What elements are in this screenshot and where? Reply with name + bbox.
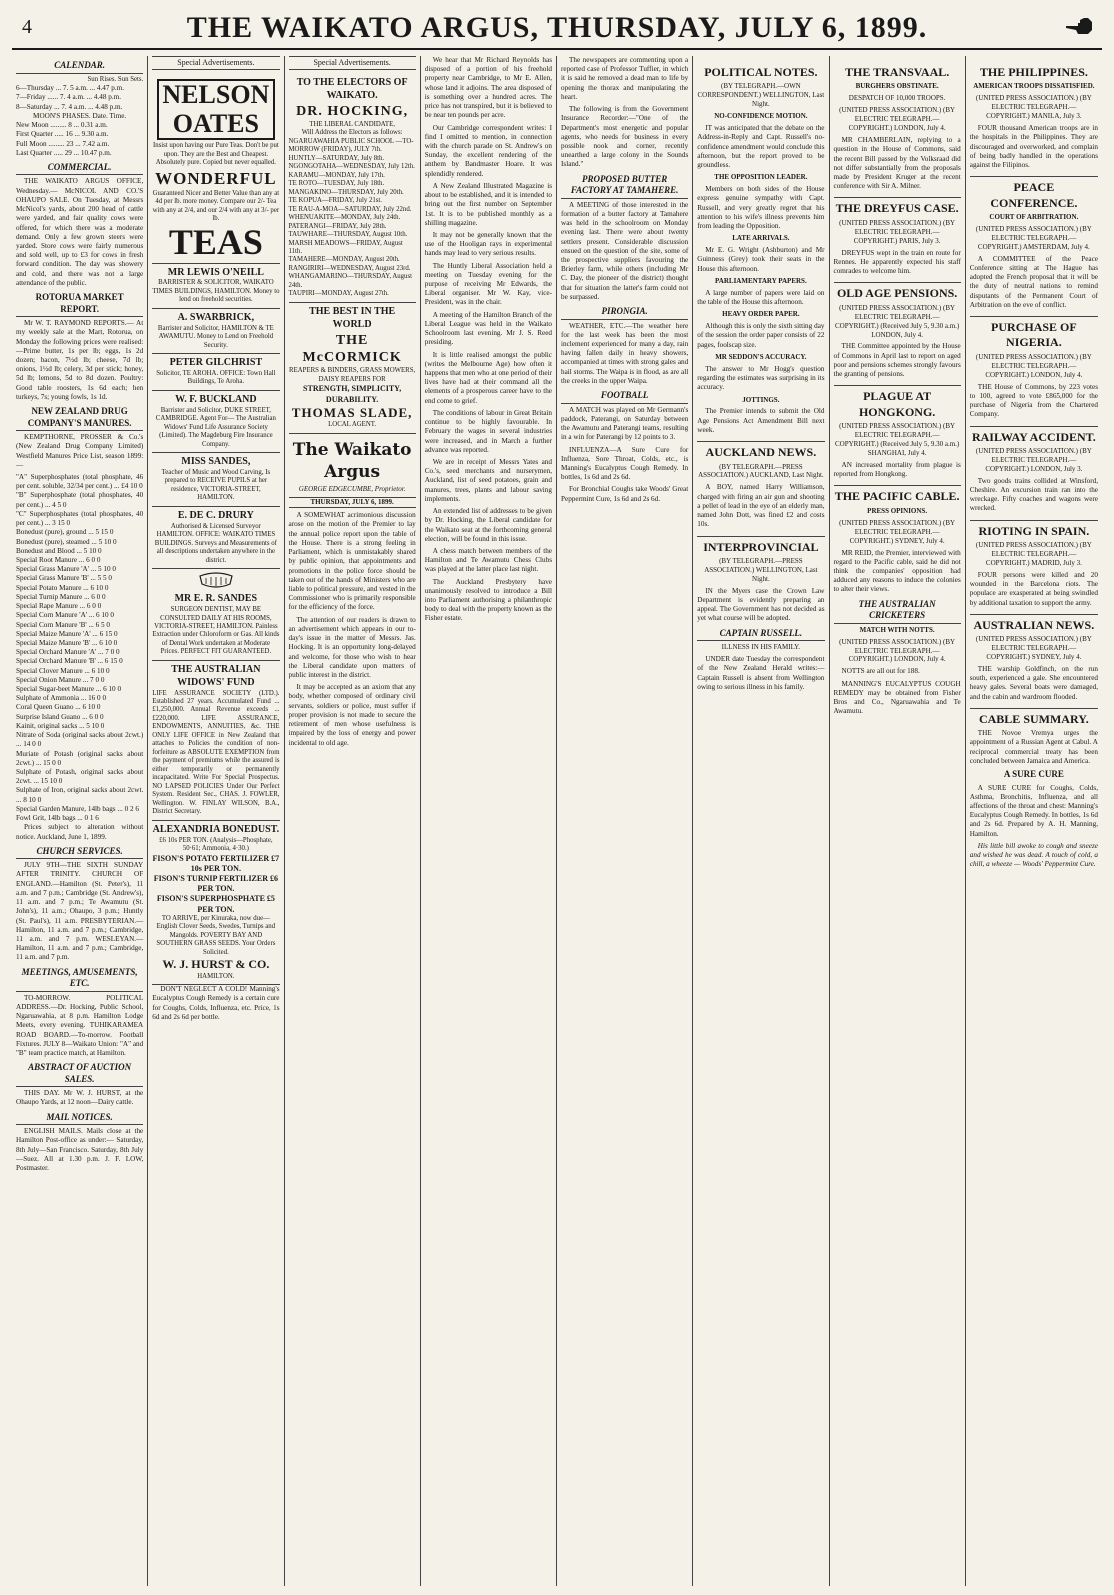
meeting-item: MARSH MEADOWS—FRIDAY, August 11th. xyxy=(288,239,403,255)
opposition-text: Members on both sides of the House express genuine sympathy with Capt. Russell, and very greatly regret that his attention to his wife's illness prevents him from leading the Opposition. xyxy=(697,185,825,231)
meeting-item: NGONGOTAHA—WEDNESDAY, July 12th. xyxy=(288,163,415,171)
fertilizer-item: FISON'S POTATO FERTILIZER £7 10s PER TON. xyxy=(152,853,280,873)
agent-name: THOMAS SLADE, xyxy=(291,404,413,420)
mccormick-ad xyxy=(289,303,416,434)
page-number: 4 xyxy=(22,16,32,38)
fertilizer-item: FISON'S TURNIP FERTILIZER £6 PER TON. xyxy=(153,874,279,894)
peace-byline: (UNITED PRESS ASSOCIATION.) (BY ELECTRIC TELEGRAPH.—COPYRIGHT.) AMSTERDAM, July 4. xyxy=(975,224,1092,251)
hocking-ad xyxy=(289,74,416,303)
news-paragraph: The conditions of labour in Great Britain continue to be highly favourable. In February the wages in several industries were increased, and in March a further advance was reported. xyxy=(424,408,552,454)
transvaal-sub2: DESPATCH OF 10,000 TROOPS. xyxy=(848,94,946,103)
calendar-row: 7—Friday ...... 7. 4 a.m. ... 4.48 p.m. xyxy=(16,93,122,102)
manure-item: Special Maize Manure 'B' ... 6 10 0 xyxy=(16,638,118,647)
seddon-heading: MR SEDDON'S ACCURACY. xyxy=(715,352,807,361)
auckland-text: A BOY, named Harry Williamson, charged with firing an air gun and shooting a pellet of lead in the eye of an elderly man, named John Dott, was fined £2 and costs 10s. xyxy=(697,483,825,529)
seddon-text: The answer to Mr Hogg's question regarding the estimates was surprising in its accuracy. xyxy=(697,364,825,392)
masthead xyxy=(12,8,1102,50)
arrivals-text: Mr E. G. Wright (Ashburton) and Mr Guinness (Grey) took their seats in the House this afternoon. xyxy=(697,246,825,273)
bonedust-text: £6 10s PER TON. (Analysis—Phosphate, 50·61; Ammonia, 4·30.) xyxy=(159,836,273,853)
manure-item: Sulphate of Ammonia ... 16 0 0 xyxy=(16,694,107,703)
bonedust-name: ALEXANDRIA BONEDUST. xyxy=(152,823,280,835)
manure-item: Surprise Island Guano ... 6 0 0 xyxy=(16,712,104,721)
oneill-name: MR LEWIS O'NEILL xyxy=(167,266,264,278)
manure-item: Special Sugar-beet Manure ... 6 10 0 xyxy=(16,685,122,694)
column-1 xyxy=(12,56,148,1586)
manure-item: Special Rape Manure ... 6 0 0 xyxy=(16,602,102,611)
manure-item: Special Corn Manure 'A' ... 6 10 0 xyxy=(16,611,115,620)
cable-byline: (UNITED PRESS ASSOCIATION.) (BY ELECTRIC TELEGRAPH.—COPYRIGHT.) SYDNEY, July 4. xyxy=(839,518,956,545)
commercial-heading: COMMERCIAL. xyxy=(16,162,143,176)
column-3 xyxy=(285,56,421,1586)
columns xyxy=(12,56,1102,1586)
cough-remedy-text: MANNING'S EUCALYPTUS COUGH REMEDY may be obtained from Fisher Bros and Co., Ngaruawahia and Te Awamutu. xyxy=(833,679,961,716)
russell-text: UNDER date Tuesday the correspondent of the New Zealand Herald writes:—Captain Russell is absent from Wellington owing to serious illness in his family. xyxy=(697,655,825,691)
swarbrick-ad xyxy=(152,309,279,354)
candidate-name: DR. HOCKING, xyxy=(296,103,409,119)
best-world: THE BEST IN THE WORLD xyxy=(309,305,396,330)
editorial-paragraph: The attention of our readers is drawn to an advertisement which appears in our to-day's issue in the matter of Messrs. Jas. Hocking. It is an opportunity long-delayed and welcome, for those who wish to hear the Liberal candidate upon matters of public interest in the district. xyxy=(288,615,416,679)
manure-item: Sulphate of Iron, original sacks about 2cwt. ... 8 10 0 xyxy=(16,786,144,804)
mail-text: ENGLISH MAILS. Mails close at the Hamilton Post-office as under:— Saturday, 8th July—San Francisco. Saturday, 8th July—Suez. All at 1.30 p.m. J. F. LOW, Postmaster. xyxy=(16,1127,144,1173)
widows-name: THE AUSTRALIAN WIDOWS' FUND xyxy=(171,663,261,688)
column-4 xyxy=(421,56,557,1586)
moon-header: MOON'S PHASES. Date. Time. xyxy=(33,111,127,120)
mccormick-name: THE McCORMICK xyxy=(302,332,402,366)
manure-item: Kainit, original sacks ... 5 10 0 xyxy=(16,721,105,730)
rotorua-heading: ROTORUA MARKET REPORT. xyxy=(16,292,143,317)
paper-logo: The Waikato Argus xyxy=(292,439,412,482)
agent-sub: LOCAL AGENT. xyxy=(328,421,377,429)
manure-item: Special Garden Manure, 14lb bags ... 0 2 6 xyxy=(16,804,139,813)
manure-item: "C" Superphosphates (total phosphates, 40 per cent.) ... 3 15 0 xyxy=(16,509,144,528)
sure-cure-heading: A SURE CURE xyxy=(1003,769,1064,780)
candidate-sub: THE LIBERAL CANDIDATE, xyxy=(309,120,395,128)
column-5 xyxy=(557,56,693,1586)
transvaal-heading: THE TRANSVAAL. xyxy=(844,65,950,79)
australian-text: THE warship Goldfinch, on the run south, experienced a gale. She encountered heavy gales. Several boats were damaged, and the cabin and wardroom flooded. xyxy=(969,664,1098,701)
transvaal-byline: (UNITED PRESS ASSOCIATION.) (BY ELECTRIC TELEGRAPH.—COPYRIGHT.) LONDON, July 4. xyxy=(839,106,956,133)
cricketers-heading: THE AUSTRALIAN CRICKETERS xyxy=(834,599,961,624)
cricketers-byline: (UNITED PRESS ASSOCIATION.) (BY ELECTRIC TELEGRAPH.—COPYRIGHT.) LONDON, July 4. xyxy=(839,637,956,664)
order-heading: HEAVY ORDER PAPER. xyxy=(722,310,800,319)
meeting-item: HUNTLY—SATURDAY, July 8th. xyxy=(288,154,385,162)
mail-heading: MAIL NOTICES. xyxy=(16,1112,143,1126)
dateline: THURSDAY, JULY 6, 1899. xyxy=(289,497,416,508)
sandes-dentist-name: MR E. R. SANDES xyxy=(174,593,258,605)
buckland-name: W. F. BUCKLAND xyxy=(175,393,257,405)
news-paragraph: We are in receipt of Messrs Yates and Co.'s, seed merchants and nurserymen, Auckland, list of seed potatoes, grain and manures, trees, plants and labour saving implements. xyxy=(424,457,552,503)
poem-text: His little bill awoke to cough and sneeze and wished he was dead. A touch of cold, a chill, a wheeze — Woods' Peppermint Cure. xyxy=(969,841,1098,869)
football-text: A MATCH was played on Mr Germann's paddock, Paterangi, on Saturday between the Awamutu and Paterangi teams, resulting in a win for Paterangi by 12 points to 3. xyxy=(561,405,689,442)
drug-company-footer: Prices subject to alteration without notice. Auckland, June 1, 1899. xyxy=(16,823,144,841)
meetings-heading: MEETINGS, AMUSEMENTS, ETC. xyxy=(16,967,143,992)
church-heading: CHURCH SERVICES. xyxy=(16,846,143,860)
drury-text: Authorised & Licensed Surveyor HAMILTON. OFFICE: WAIKATO TIMES BUILDINGS. Surveys and Measurements of all descriptions undertaken anywhere in the district. xyxy=(154,522,277,564)
moon-row: New Moon ......... 8 ... 0.31 a.m. xyxy=(16,121,108,130)
sandes-music-ad xyxy=(152,453,279,507)
meeting-item: WHENUAKITE—MONDAY, July 24th. xyxy=(288,214,401,222)
drury-ad xyxy=(152,507,279,569)
cable-text: MR REID, the Premier, interviewed with regard to the Pacific cable, said he did not think the companies' opposition had adduced any reasons to induce the colonies to alter their views. xyxy=(833,548,961,594)
abstract-text: THIS DAY. Mr W. J. HURST, at the Ohaupo Yards, at 12 noon—Dairy cattle. xyxy=(16,1089,144,1107)
manure-item: Special Clover Manure ... 6 10 0 xyxy=(16,666,110,675)
plague-byline: (UNITED PRESS ASSOCIATION.) (BY ELECTRIC TELEGRAPH.—COPYRIGHT.) (Received July 5, 9.30 a.m.) SHANGHAI, July 4. xyxy=(834,422,960,457)
manure-item: Special Orchard Manure 'B' ... 6 15 0 xyxy=(16,657,123,666)
philippines-heading: THE PHILIPPINES. xyxy=(979,65,1088,79)
oldage-heading: OLD AGE PENSIONS. xyxy=(834,282,961,301)
manure-item: Special Potato Manure ... 6 10 0 xyxy=(16,583,109,592)
manure-item: Bonedust (pure), ground ... 5 15 0 xyxy=(16,528,114,537)
news-paragraph: A chess match between members of the Hamilton and Te Awamutu Chess Clubs was played at the latter place last night. xyxy=(424,546,552,574)
swarbrick-text: Barrister and Solicitor, HAMILTON & TE AWAMUTU. Money to Lend on Freehold Security. xyxy=(157,324,274,349)
dreyfus-heading: THE DREYFUS CASE. xyxy=(834,197,961,216)
teas-label: TEAS xyxy=(168,221,263,262)
interprovincial-byline: (BY TELEGRAPH.—PRESS ASSOCIATION.) WELLINGTON, Last Night. xyxy=(704,556,818,583)
manure-item: Coral Queen Guano ... 6 10 0 xyxy=(16,703,101,712)
spain-heading: RIOTING IN SPAIN. xyxy=(970,520,1098,539)
gilchrist-name: PETER GILCHRIST xyxy=(169,357,263,369)
peace-sub: COURT OF ARBITRATION. xyxy=(989,212,1079,221)
nigeria-heading: PURCHASE OF NIGERIA. xyxy=(970,316,1098,351)
manure-item: Sulphate of Potash, original sacks about 2cwt. ... 15 10 0 xyxy=(16,768,144,786)
news-paragraph: We hear that Mr Richard Reynolds has disposed of a portion of his freehold property near Cambridge, to Mr E. Allen, whose land it adjoins. The area disposed of is something over a hundred acres. The price has not transpired, but it is believed to be near ten pounds per acre. xyxy=(424,56,552,120)
manure-item: "B" Superphosphate (total phosphates, 40 per cent.) ... 4 5 0 xyxy=(16,491,144,509)
hurst-name: W. J. HURST & CO. xyxy=(162,957,270,972)
railway-heading: RAILWAY ACCIDENT. xyxy=(970,426,1098,445)
news-paragraph: An extended list of addresses to be given by Dr. Hocking, the Liberal candidate for the Waikato seat at the forthcoming general election, will be found in this issue. xyxy=(424,507,552,543)
philippines-sub: AMERICAN TROOPS DISSATISFIED. xyxy=(973,82,1095,91)
column-8 xyxy=(966,56,1102,1586)
manure-item: Special Grass Manure 'A' ... 5 10 0 xyxy=(16,565,117,574)
mccormick-tags: STRENGTH, SIMPLICITY, DURABILITY. xyxy=(303,384,402,404)
manure-item: "A" Superphosphates (total phosphate, 46 per cent. soluble, 32/34 per cent.) ... £4 10 0 xyxy=(16,473,144,491)
calendar-header: Sun Rises. Sun Sets. xyxy=(87,75,144,83)
meeting-list xyxy=(289,138,416,299)
meeting-item: TE ROTO—TUESDAY, July 18th. xyxy=(288,180,385,188)
denture-icon xyxy=(196,572,236,590)
oldage-text: THE Committee appointed by the House of Commons in April last to report on aged poor and pensions schemes strongly favours the granting of pensions. xyxy=(833,342,961,379)
oldage-byline: (UNITED PRESS ASSOCIATION.) (BY ELECTRIC TELEGRAPH.—COPYRIGHT.) (Received July 5, 9.30 a.m.) LONDON, July 4. xyxy=(834,303,960,339)
opposition-heading: THE OPPOSITION LEADER. xyxy=(714,173,808,182)
auckland-byline: (BY TELEGRAPH.—PRESS ASSOCIATION.) AUCKLAND, Last Night. xyxy=(698,462,824,480)
cable-sub: PRESS OPINIONS. xyxy=(867,506,928,515)
nelson-text: Insist upon having our Pure Teas. Don't be put upon. They are the Best and Cheapest. Absolutely pure. Copied but never equalled. xyxy=(152,142,279,167)
news-paragraph: Our Cambridge correspondent writes: I find I omitted to mention, in connection with the church parade on St. Andrew's on Sunday, the excellent rendering of the anthem by Bandmaster Hoare. It was splendidly rendered. xyxy=(424,123,552,178)
newspaper-title: THE WAIKATO ARGUS, THURSDAY, JULY 6, 1899. xyxy=(186,11,928,44)
manure-item: Special Turnip Manure ... 6 0 0 xyxy=(16,592,106,601)
news-paragraph: It is little realised amongst the public (writes the Melbourne Age) how often it happens that men who at one period of their lives have had at their command all the elements of a prosperous career have to the end come to grief. xyxy=(424,350,552,405)
nelson-teas-ad xyxy=(152,74,279,263)
pirongia-heading: PIRONGIA. xyxy=(561,306,688,320)
plague-heading: PLAGUE AT HONGKONG. xyxy=(834,385,961,420)
sandes-miss-name: MISS SANDES, xyxy=(181,456,251,468)
gilchrist-text: Solicitor, TE AROHA. OFFICE: Town Hall Buildings, Te Aroha. xyxy=(156,369,276,386)
dreyfus-byline: (UNITED PRESS ASSOCIATION.) (BY ELECTRIC TELEGRAPH.—COPYRIGHT.) PARIS, July 3. xyxy=(839,218,956,245)
oneill-text: BARRISTER & SOLICITOR, WAIKATO TIMES BUILDINGS, HAMILTON. Money to lend on freehold securities. xyxy=(152,279,280,304)
dentist-ad xyxy=(152,569,279,661)
widows-fund-ad xyxy=(152,661,279,821)
bonedust-ad xyxy=(152,821,279,985)
political-byline: (BY TELEGRAPH.—OWN CORRESPONDENT.) WELLINGTON, Last Night. xyxy=(697,82,825,109)
news-paragraph: The following is from the Government Insurance Recorder:—"One of the Department's most energetic and popular agents, who needs for business in every possible nook and corner, recently unearthed a large colony in the Sounds Island." xyxy=(561,105,689,169)
news-paragraph: It may not be generally known that the use of the Hooligan rays in experimental hands may lead to very serious results. xyxy=(424,230,552,258)
meeting-item: NGARUAWAHIA PUBLIC SCHOOL —TO-MORROW (FRIDAY), JULY 7th. xyxy=(288,137,414,154)
buckland-text: Barrister and Solicitor, DUKE STREET, CAMBRIDGE. Agent For— The Australian Widows' Fund Life Assurance Society (Limited). The Magdeburg Fire Insurance Company. xyxy=(155,406,276,448)
electors-heading: TO THE ELECTORS OF WAIKATO. xyxy=(296,77,408,102)
meetings-text: TO-MORROW. POLITICAL ADDRESS.—Dr. Hocking, Public School, Ngaruawahia, at 8 p.m. Hamilton Lodge Meets, every evening. TUHIKARAMEA ROAD BOARD.—To-morrow. Football Fixtures. JULY 8—Waikato Union: "A" and "B" team practice match, at Hamilton. xyxy=(16,993,144,1058)
news-paragraph: A New Zealand Illustrated Magazine is about to be established, and it is intended to bring out the first number on September 1st. It is to be published monthly as a shilling magazine. xyxy=(424,181,552,227)
meeting-item: MANGAKINO—THURSDAY, July 20th. xyxy=(288,188,404,196)
moon-row: Full Moon ......... 23 ... 7.42 a.m. xyxy=(16,139,110,148)
rotorua-text: Mr W. T. RAYMOND REPORTS.— At my weekly sale at the Mart, Rotorua, on Monday the following prices were realised:—Prime butter, 1s per lb; eggs, 1s 2d dozen; bacon, 7½d lb; cheese, 7d lb; onions, 1½d lb; celery, 3d per stick; honey, 5d lb; lemons, 5d to 8d dozen. Poultry: Good table roosters, 1s 6d each; hen turkeys, 7s; young fowls, 1s 1d. xyxy=(16,319,144,401)
manure-item: Nitrate of Soda (original sacks about 2cwt.) ... 14 0 0 xyxy=(16,731,144,749)
nigeria-byline: (UNITED PRESS ASSOCIATION.) (BY ELECTRIC TELEGRAPH.—COPYRIGHT.) LONDON, July 4. xyxy=(975,352,1092,379)
railway-text: Two goods trains collided at Winsford, Cheshire. An excursion train ran into the wreckage. Fifty coaches and wagons were wrecked. xyxy=(969,476,1098,513)
cricketers-text: NOTTS are all out for 188. xyxy=(841,667,920,676)
manure-item: Fowl Grit, 14lb bags ... 0 1 6 xyxy=(16,814,99,823)
news-paragraph: The Auckland Presbytery have unanimously resolved to introduce a Bill into Parliament authorising a philanthropic body to deal with the property known as the Fisher estate. xyxy=(424,577,552,623)
bronchial-text: For Bronchial Coughs take Woods' Great Peppermint Cure, 1s 6d and 2s 6d. xyxy=(561,485,689,503)
buckland-ad xyxy=(152,391,279,453)
manure-item: Special Onion Manure ... 7 0 0 xyxy=(16,675,105,684)
editorial-paragraph: A SOMEWHAT acrimonious discussion arose on the motion of the Premier to lay the annual police report upon the table of the House. There is a strong feeling in Parliament, which is unmistakably shared by public opinion, that appointments and promotions in the police force should be taken out of the hands of Ministers who are liable to political pressure, and vested in the Commissioner who is primarily responsible for the efficiency of the force. xyxy=(288,511,416,612)
section-label: Special Advertisements. xyxy=(289,56,416,70)
wonderful-text: Guaranteed Nicer and Better Value than any at 4d per lb. more money. Compare our 2/- Tea with any at 2/4, and our 2/4 with any at 3/- per lb. xyxy=(152,189,280,223)
peace-text: A COMMITTEE of the Peace Conference sitting at The Hague has adopted the French proposal that it will be the duty of neutral nations to remind disputants of the Permanent Court of Arbitration on the eve of conflict. xyxy=(969,254,1098,309)
moon-row: Last Quarter ..... 29 ... 10.47 p.m. xyxy=(16,148,112,157)
oneill-ad xyxy=(152,264,279,309)
pirongia-text: WEATHER, ETC.—The weather here for the last week has been the most inclement experienced for many a day, rain having fallen daily in heavy showers, accompanied at times with strong gales and hail storms. The Waipa is in flood, as are all the creeks in the upper Waipa. xyxy=(561,321,689,385)
mccormick-sub: REAPERS & BINDERS, GRASS MOWERS, DAISY REAPERS FOR xyxy=(289,367,416,383)
manure-price-list xyxy=(16,473,143,823)
meeting-item: TAUPIRI—MONDAY, August 27th. xyxy=(288,290,389,298)
jottings-text: The Premier intends to submit the Old Age Pensions Act Amendment Bill next week. xyxy=(697,407,825,434)
butter-factory-text: A MEETING of those interested in the formation of a butter factory at Tamahere was held in the schoolroom on Monday evening last. There were about twenty settlers present. Considerable discussion ensued on the question of the site, some of the prospective suppliers favouring the Brierley farm, while others (including Mr C. Day, the pioneer of the district) thought that for situation the latter's farm could not be surpassed. xyxy=(561,200,689,301)
butter-factory-heading: PROPOSED BUTTER FACTORY AT TAMAHERE. xyxy=(561,174,688,199)
peace-heading: PEACE CONFERENCE. xyxy=(970,176,1098,211)
pointing-hand-icon xyxy=(1064,14,1094,38)
column-2 xyxy=(148,56,284,1586)
calendar-row: 6—Thursday ... 7. 5 a.m. ... 4.47 p.m. xyxy=(16,84,125,93)
section-label: Special Advertisements. xyxy=(152,56,279,70)
auckland-heading: AUCKLAND NEWS. xyxy=(697,441,824,460)
manure-item: Special Grass Manure 'B' ... 5 5 0 xyxy=(16,574,113,583)
football-heading: FOOTBALL xyxy=(561,390,688,404)
arrivals-heading: LATE ARRIVALS. xyxy=(732,234,790,243)
manure-item: Bonedust and Blood ... 5 10 0 xyxy=(16,546,102,555)
news-paragraph: The newspapers are commenting upon a reported case of Professor Tuffier, in which it is said he removed a dead man to life by opening the thorax and manipulating the heart. xyxy=(561,56,689,101)
manure-item: Muriate of Potash (original sacks about 2cwt.) ... 15 0 0 xyxy=(16,749,144,767)
manure-item: Bonedust (pure), steamed ... 5 10 0 xyxy=(16,537,117,546)
meeting-item: TAUWHARE—THURSDAY, August 10th. xyxy=(288,231,408,239)
neglect-cold-text: DON'T NEGLECT A COLD! Manning's Eucalyptus Cough Remedy is a certain cure for Coughs, Colds, Influenza, etc. Price, 1s 6d and 2s 6d per bottle. xyxy=(152,985,280,1021)
candidate-text: Will Address the Electors as follows: xyxy=(301,129,403,137)
moon-row: First Quarter ..... 16 ... 9.30 a.m. xyxy=(16,130,109,139)
russell-heading: CAPTAIN RUSSELL. xyxy=(697,628,824,642)
column-6 xyxy=(693,56,829,1586)
meeting-item: WHANGAMARINO—THURSDAY, August 24th. xyxy=(288,273,412,289)
manure-item: Special Maize Manure 'A' ... 6 15 0 xyxy=(16,629,118,638)
meeting-item: RANGIRIRI—WEDNESDAY, August 23rd. xyxy=(288,264,411,272)
cricketers-sub: MATCH WITH NOTTS. xyxy=(859,625,935,634)
calendar-row: 8—Saturday ... 7. 4 a.m. ... 4.48 p.m. xyxy=(16,102,123,111)
news-paragraph: The Huntly Liberal Association held a meeting on Tuesday evening for the purpose of receiving Mr Edwards, the Liberal organiser. Mr W. Kay, vice-President, was in the chair. xyxy=(424,261,552,307)
philippines-byline: (UNITED PRESS ASSOCIATION.) (BY ELECTRIC TELEGRAPH.—COPYRIGHT.) MANILA, July 3. xyxy=(975,94,1092,121)
summary-text: THE Novoe Vremya urges the appointment of a Russian Agent at Cabul. A reciprocal commercial treaty has been concluded between Jamaica and America. xyxy=(969,729,1098,765)
meeting-item: TAMAHERE—MONDAY, August 20th. xyxy=(288,256,400,264)
railway-byline: (UNITED PRESS ASSOCIATION.) (BY ELECTRIC TELEGRAPH.—COPYRIGHT.) LONDON, July 3. xyxy=(975,446,1092,473)
australian-byline: (UNITED PRESS ASSOCIATION.) (BY ELECTRIC TELEGRAPH.—COPYRIGHT.) SYDNEY, July 4. xyxy=(975,635,1092,662)
calendar-heading: CALENDAR. xyxy=(16,60,143,74)
fertilizer-text: TO ARRIVE, per Kinuraka, now due—English Clover Seeds, Swedes, Turnips and Mangolds. POVERTY BAY AND SOUTHERN GRASS SEEDS. Your Orders Solicited. xyxy=(156,914,276,956)
philippines-text: FOUR thousand American troops are in the hospitals in the Philippines. They are discouraged and overworked, and complain of being badly handled in the operations against the Filipinos. xyxy=(969,124,1098,170)
commercial-text: THE WAIKATO ARGUS OFFICE, Wednesday.— McNICOL AND CO.'S OHAUPO SALE. On Tuesday, at Messrs McNicol's yards, about 200 head of cattle were yarded, and fair quality cows were offered, for which there was a moderate demand. Only a few grown steers were yarded. Store cows were fairly numerous and sold well, up to £3 for cows in fresh forward condition. The day was showery and cold, and there was not a large attendance of the public. xyxy=(16,177,144,287)
cable-heading: THE PACIFIC CABLE. xyxy=(834,485,961,504)
manure-item: Special Orchard Manure 'A' ... 7 0 0 xyxy=(16,648,120,657)
nigeria-text: THE House of Commons, by 223 votes to 100, agreed to vote £865,000 for the purchase of Nigeria from the Chartered Company. xyxy=(969,382,1098,419)
influenza-text: INFLUENZA—A Sure Cure for Influenza, Sore Throat, Colds, etc., is Manning's Eucalyptus Cough Remedy. In bottles, 1s 6d and 2s 6d. xyxy=(561,445,689,482)
plague-text: AN increased mortality from plague is reported from Hongkong. xyxy=(833,460,961,479)
sandes-miss-text: Teacher of Music and Wood Carving, Is prepared to RECEIVE PUPILS at her residence, VICTORIA-STREET, HAMILTON. xyxy=(161,468,271,502)
interprovincial-heading: INTERPROVINCIAL xyxy=(697,536,824,555)
meeting-item: TE KOPUA—FRIDAY, July 21st. xyxy=(288,197,382,205)
manure-item: Special Corn Manure 'B' ... 6 5 0 xyxy=(16,620,111,629)
church-text: JULY 9TH—THE SIXTH SUNDAY AFTER TRINITY. CHURCH OF ENGLAND.—Hamilton (St. Peter's), 11 a.m. and 7 p.m.; Cambridge (St. Andrew's), 11 a.m. and 7 p.m.; Te Awamutu (St. John's), 11 a.m.; Ohaupo, 3 p.m.; Huntly (St. Paul's), 11 a.m. PRESBYTERIAN.—Hamilton, 11 a.m. and 7 p.m.; Cambridge, 11 a.m. and 7 p.m. WESLEYAN.—Hamilton, 11 a.m. and 7 p.m.; Cambridge, 11 a.m. and 7 p.m. xyxy=(16,861,144,962)
nelson-brand: NELSON OATES xyxy=(157,79,276,140)
widows-text: LIFE ASSURANCE SOCIETY (LTD.). Established 27 years. Accumulated Fund ... £1,250,000. Annual Revenue exceeds ... £220,000. LIFE ASSURANCE, ENDOWMENTS, ANNUITIES, &c. THE ONLY LIFE OFFICE in New Zealand that attaches to Policies the condition of non-forfeiture as ABSOLUTE EXEMPTION from the payment of premiums while the assured is either temporarily or permanently incapacitated. Write For Special Prospectus. NO LAPSED POLICIES Under Our Perfect System. Resident Sec., CHAS. J. FOWLER, Wellington. W. FINLAY WILSON, B.A., District Secretary. xyxy=(152,689,280,816)
spain-byline: (UNITED PRESS ASSOCIATION.) (BY ELECTRIC TELEGRAPH.—COPYRIGHT.) MADRID, July 3. xyxy=(975,541,1092,567)
dreyfus-text: DREYFUS wept in the train en route for Rennes. He apparently expected his staff comrades to welcome him. xyxy=(833,248,961,276)
papers-text: A large number of papers were laid on the table of the House this afternoon. xyxy=(697,288,825,307)
proprietor: GEORGE EDGECUMBE, Proprietor. xyxy=(298,485,406,494)
noconf-text: IT was anticipated that the debate on the Address-in-Reply and Capt. Russell's no-confidence amendment would conclude this afternoon, but the report proved to be groundless. xyxy=(697,124,825,170)
drug-company-heading: NEW ZEALAND DRUG COMPANY'S MANURES. xyxy=(16,406,143,431)
drug-company-text: KEMPTHORNE, PROSSER & Co.'s (New Zealand Drug Company Limited) Westfield Manures Price List, season 1899:— xyxy=(16,433,144,469)
papers-heading: PARLIAMENTARY PAPERS. xyxy=(715,276,807,285)
spain-text: FOUR persons were killed and 20 wounded in the Barcelona riots. The populace are exasperated at being swindled by additional taxation to support the army. xyxy=(969,570,1098,607)
transvaal-sub1: BURGHERS OBSTINATE. xyxy=(855,82,939,91)
column-7 xyxy=(830,56,966,1586)
gilchrist-ad xyxy=(152,354,279,391)
political-heading: POLITICAL NOTES. xyxy=(704,65,818,79)
wonderful-label: WONDERFUL xyxy=(155,168,277,188)
swarbrick-name: A. SWARBRICK, xyxy=(177,311,255,323)
sandes-dentist-text: SURGEON DENTIST, MAY BE CONSULTED DAILY AT HIS ROOMS, VICTORIA-STREET, HAMILTON. Painless Extraction under Chloroform or Gas. All kinds of Dental Work undertaken at Moderate Prices. PERFECT FIT GUARANTEED. xyxy=(152,606,280,656)
interprovincial-text: IN the Myers case the Crown Law Department is evidently preparing an appeal. The Government has not decided as yet what course will be adopted. xyxy=(697,586,825,623)
meeting-item: TE RAU-A-MOA—SATURDAY, July 22nd. xyxy=(288,205,412,213)
australian-heading: AUSTRALIAN NEWS. xyxy=(970,614,1098,633)
summary-heading: CABLE SUMMARY. xyxy=(970,708,1098,727)
order-text: Although this is only the sixth sitting day of the session the order paper consists of 22 pages, foolscap size. xyxy=(697,322,825,349)
editorial-paragraph: It may be accepted as an axiom that any body, whether composed of ordinary civil servants, soldiers or police, must suffer if proper provision is not made to secure the retirement of men whose usefulness is impaired by the loss of energy and power incidental to old age. xyxy=(288,683,416,747)
manure-item: Special Root Manure ... 6 0 0 xyxy=(16,555,101,564)
noconf-heading: NO-CONFIDENCE MOTION. xyxy=(714,112,808,121)
transvaal-text: MR CHAMBERLAIN, replying to a question in the House of Commons, said the recent Bill passed by the Volksraad did not differ substantially from the proposals made by President Kruger at the recent conference with Sir A. Milner. xyxy=(833,136,961,191)
hurst-place: HAMILTON. xyxy=(197,972,235,980)
jottings-heading: JOTTINGS. xyxy=(742,395,780,404)
drury-name: E. DE C. DRURY xyxy=(177,509,254,521)
news-paragraph: A meeting of the Hamilton Branch of the Liberal League was held in the Waikato Schoolroom last evening. Mr J. S. Reed presiding. xyxy=(424,310,552,347)
russell-sub: ILLNESS IN HIS FAMILY. xyxy=(721,643,801,652)
meeting-item: KARAMU—MONDAY, July 17th. xyxy=(288,171,385,179)
sure-cure-text: A SURE CURE for Coughs, Colds, Asthma, Bronchitis, Influenza, and all affections of the throat and chest: Manning's Eucalyptus Cough Remedy. In bottles, 1s 6d and 2s 6d. Prepared by A. H. Manning, Hamilton. xyxy=(969,783,1098,838)
abstract-heading: ABSTRACT OF AUCTION SALES. xyxy=(16,1062,143,1087)
fertilizer-item: FISON'S SUPERPHOSPHATE £5 PER TON. xyxy=(156,894,275,914)
meeting-item: PATERANGI—FRIDAY, July 28th. xyxy=(288,222,387,230)
